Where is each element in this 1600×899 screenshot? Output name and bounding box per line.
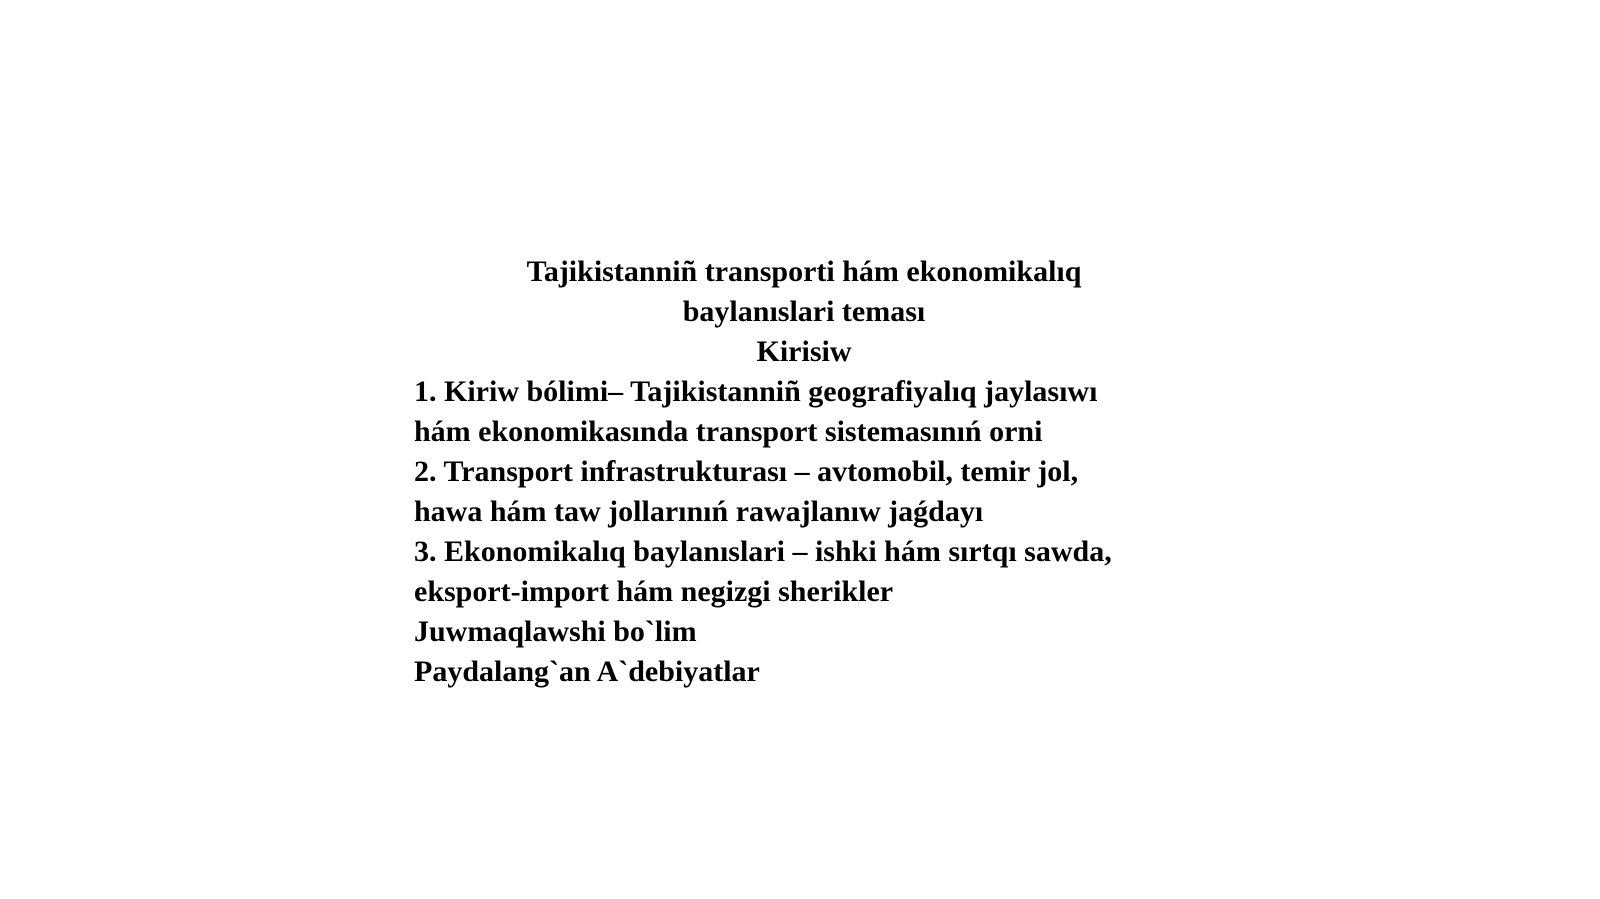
title-line-2: baylanıslari teması bbox=[682, 295, 926, 328]
slide-content bbox=[414, 252, 1204, 692]
conclusion-item: Juwmaqlawshi bo`lim bbox=[414, 615, 697, 648]
title-line-1: Tajikistanniñ transporti hám ekonomikalıq bbox=[526, 255, 1082, 288]
item-2-line-1: 2. Transport infrastrukturası – avtomobil, temir jol, bbox=[414, 455, 1079, 488]
references-item: Paydalang`an A`debiyatlar bbox=[414, 655, 760, 688]
item-3-line-1: 3. Ekonomikalıq baylanıslari – ishki hám sırtqı sawda, bbox=[414, 535, 1112, 568]
item-1-line-2: hám ekonomikasında transport sistemasınıń orni bbox=[414, 415, 1043, 448]
intro-heading: Kirisiw bbox=[756, 335, 852, 368]
item-1-line-1: 1. Kiriw bólimi– Tajikistanniñ geografiyalıq jaylasıwı bbox=[414, 375, 1098, 408]
item-2-line-2: hawa hám taw jollarınıń rawajlanıw jaǵdayı bbox=[414, 495, 984, 528]
item-3-line-2: eksport-import hám negizgi sherikler bbox=[414, 575, 894, 608]
